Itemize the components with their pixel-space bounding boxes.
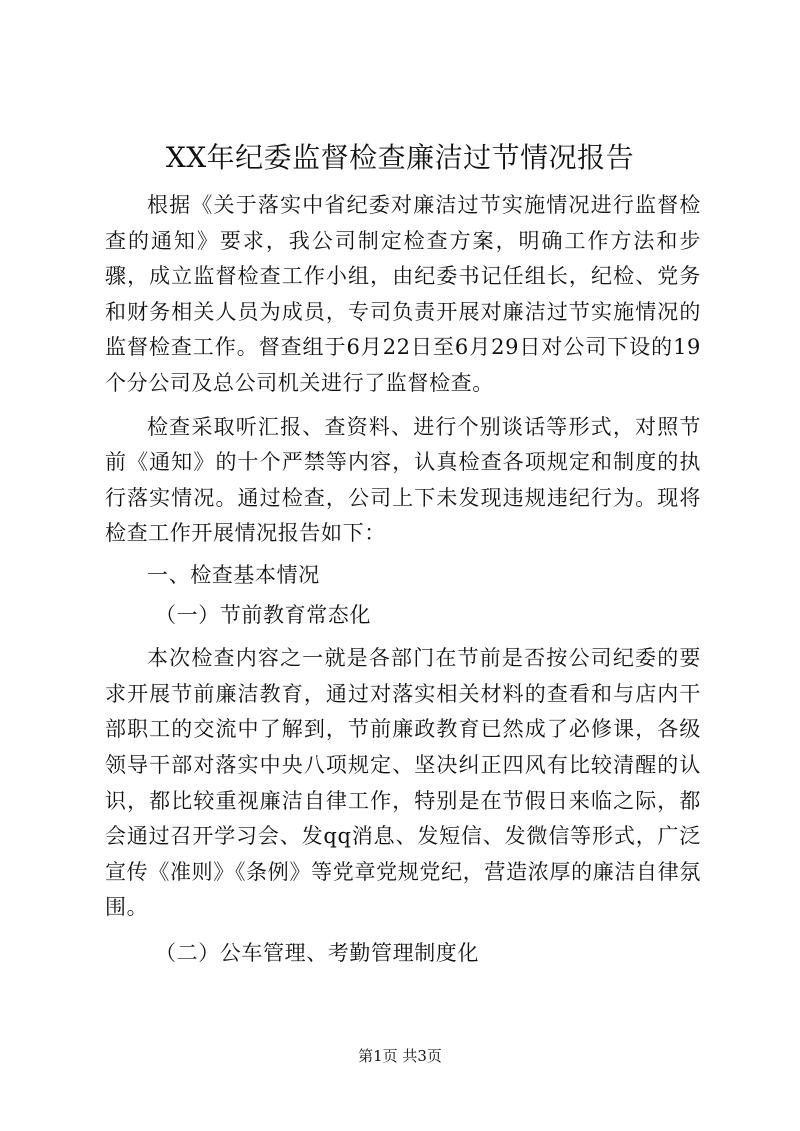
section-heading-basic-situation: 一、检查基本情况 xyxy=(147,562,320,587)
page-footer: 第1页 共3页 xyxy=(358,1047,442,1065)
subsection-heading-education: （一）节前教育常态化 xyxy=(155,602,371,627)
paragraph-education: 本次检查内容之一就是各部门在节前是否按公司纪委的要求开展节前廉洁教育，通过对落实相关材料的查看和与店内干部职工的交流中了解到，节前廉政教育已然成了必修课，各级领导干部对落实中央八项规定、坚决纠正四风有比较清醒的认识，都比较重视廉洁自律工作，特别是在节假日来临之际，都会通过召开学习会、发qq消息、发短信、发微信等形式，广泛宣传《准则》《条例》等党章党规党纪，营造浓厚的廉洁自律氛围。 xyxy=(105,646,701,920)
document-title: XX年纪委监督检查廉洁过节情况报告 xyxy=(165,141,635,174)
paragraph-intro: 根据《关于落实中省纪委对廉洁过节实施情况进行监督检查的通知》要求，我公司制定检查方案，明确工作方法和步骤，成立监督检查工作小组，由纪委书记任组长，纪检、党务和财务相关人员为成员，专司负责开展对廉洁过节实施情况的监督检查工作。督查组于6月22日至6月29日对公司下设的19个分公司及总公司机关进行了监督检查。 xyxy=(105,193,701,395)
paragraph-method: 检查采取听汇报、查资料、进行个别谈话等形式，对照节前《通知》的十个严禁等内容，认真检查各项规定和制度的执行落实情况。通过检查，公司上下未发现违规违纪行为。现将检查工作开展情况报告如下： xyxy=(105,414,701,546)
document-body xyxy=(105,188,701,971)
subsection-heading-vehicle-attendance: （二）公车管理、考勤管理制度化 xyxy=(155,940,479,965)
